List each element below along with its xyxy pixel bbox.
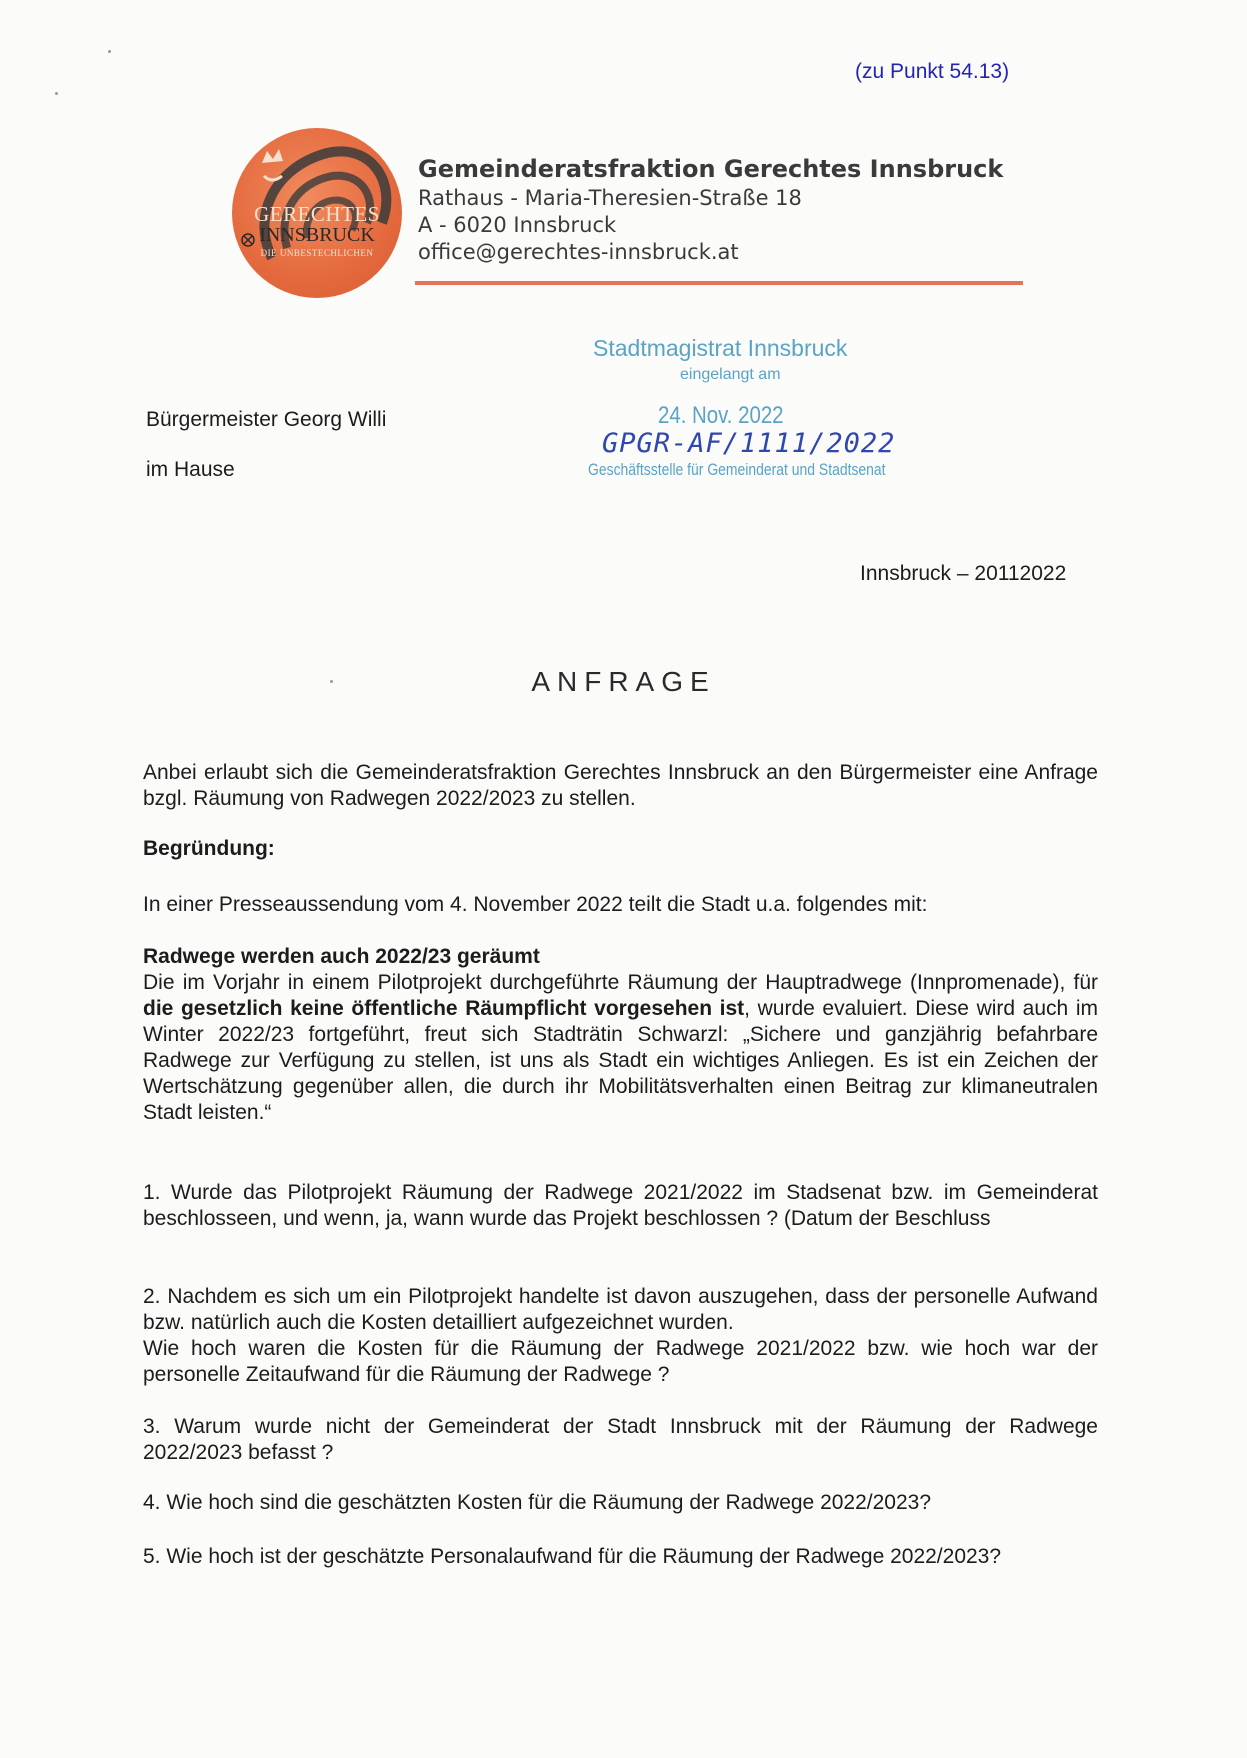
stamp-title: Stadtmagistrat Innsbruck [593,335,848,361]
scan-speck [108,50,111,53]
question-5: 5. Wie hoch ist der geschätzte Personalaufwand für die Räumung der Radwege 2022/2023? [143,1545,1002,1568]
document-heading: ANFRAGE [531,666,716,697]
intro-paragraph: Anbei erlaubt sich die Gemeinderatsfraktion Gerechtes Innsbruck an den Bürgermeister eine Anfrage bzgl. Räumung von Radwegen 2022/2023 zu stellen. [143,761,1098,810]
date-line: Innsbruck – 20112022 [860,562,1067,585]
letterhead-address-city: A - 6020 Innsbruck [418,213,617,237]
quote-text-end: , wurde evaluiert. Diese wird auch im Winter 2022/23 fortgeführt, freut sich Stadträtin Schwarzl: „Sichere und ganzjährig befahrbare Radwege zur Verfügung zu stellen, ist uns als Stadt ein wichtiges Anliegen. Es ist ein Zeichen der Wertschätzung gegenüber allen, die durch ihr Mobilitätsverhalten einen Beitrag zur klimaneutralen Stadt leisten.“ [143,997,1098,1124]
press-release-line: In einer Presseaussendung vom 4. November 2022 teilt die Stadt u.a. folgendes mit: [143,893,928,916]
question-3: 3. Warum wurde nicht der Gemeinderat der Stadt Innsbruck mit der Räumung der Radwege 2022/2023 befasst ? [143,1415,1098,1464]
logo-tagline: DIE UNBESTECHLICHEN [260,248,374,258]
party-logo [232,128,402,298]
question-2-intro: 2. Nachdem es sich um ein Pilotprojekt handelte ist davon auszugehen, dass der personelle Aufwand bzw. natürlich auch die Kosten detailliert aufgezeichnet wurden. [143,1285,1098,1334]
stamp-footer: Geschäftsstelle für Gemeinderat und Stadtsenat [588,460,886,479]
quote-title: Radwege werden auch 2022/23 geräumt [143,945,540,968]
letterhead-org-name: Gemeinderatsfraktion Gerechtes Innsbruck [418,155,1004,183]
quote-text-start: Die im Vorjahr in einem Pilotprojekt durchgeführte Räumung der Hauptradwege (Innpromenade), für [143,971,1098,994]
stamp-handwritten-number: GPGR-AF/1111/2022 [602,428,896,459]
recipient-location: im Hause [146,458,235,481]
stamp-date: 24. Nov. 2022 [658,402,784,429]
logo-text-gerechtes: GERECHTES [254,202,380,226]
scan-speck [55,92,58,95]
letterhead-address-street: Rathaus - Maria-Theresien-Straße 18 [418,186,802,210]
logo-text-innsbruck: INNSBRUCK [259,224,375,246]
letterhead-divider [415,281,1023,285]
question-2: Wie hoch waren die Kosten für die Räumung der Radwege 2021/2022 bzw. wie hoch war der personelle Zeitaufwand für die Räumung der Radwege ? [143,1337,1098,1386]
quote-text-bold: die gesetzlich keine öffentliche Räumpflicht vorgesehen ist [143,997,745,1020]
stamp-subtitle: eingelangt am [680,366,781,383]
recipient-name: Bürgermeister Georg Willi [146,408,387,431]
question-1: 1. Wurde das Pilotprojekt Räumung der Radwege 2021/2022 im Stadsenat bzw. im Gemeinderat beschlosseen, und wenn, ja, wann wurde das Projekt beschlossen ? (Datum der Beschluss [143,1181,1098,1230]
question-4: 4. Wie hoch sind die geschätzten Kosten für die Räumung der Radwege 2022/2023? [143,1491,932,1514]
quote-body [143,970,1098,1126]
begruendung-label: Begründung: [143,837,275,860]
letterhead-email: office@gerechtes-innsbruck.at [418,240,739,264]
agenda-reference: (zu Punkt 54.13) [855,60,1010,83]
